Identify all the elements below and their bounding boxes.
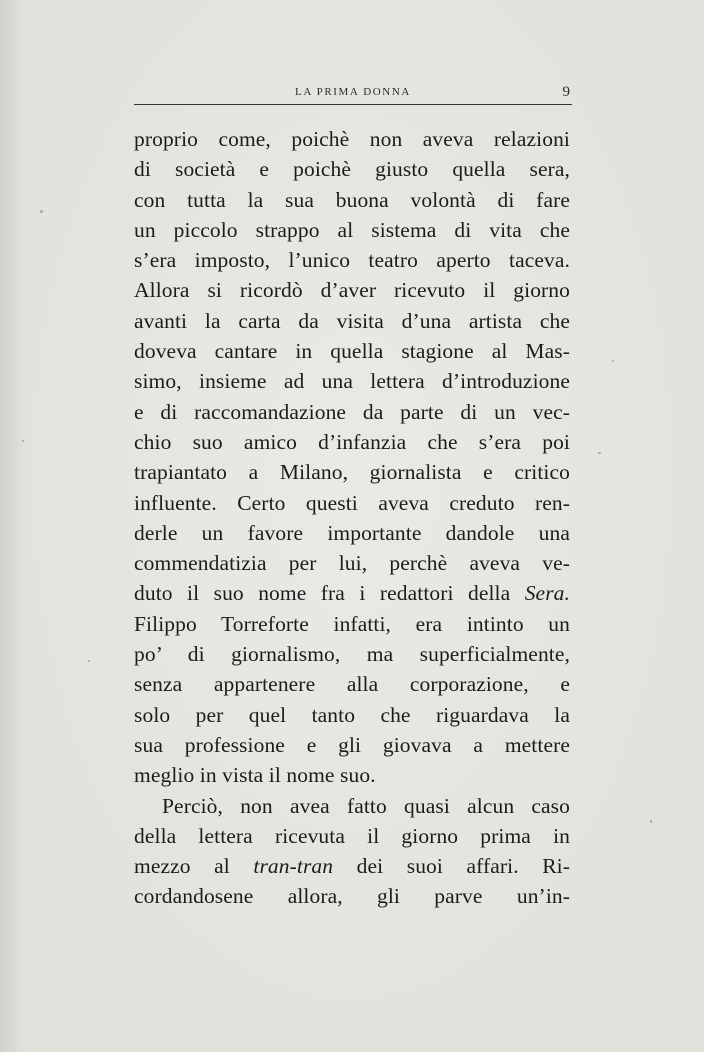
text-line: chio suo amico d’infanzia che s’era poi [134,429,570,454]
paper-speck [650,820,652,823]
text-line: Allora si ricordò d’aver ricevuto il giorno [134,278,570,303]
paper-speck [612,360,614,362]
page-gutter-shadow [0,0,26,1052]
text-line: senza appartenere alla corporazione, e [134,672,570,697]
text-line: simo, insieme ad una lettera d’introduzione [134,369,570,394]
paper-speck [598,452,601,454]
text-segment: dei suoi affari. Ri- [356,854,571,879]
text-line: e di raccomandazione da parte di un vec- [134,399,570,424]
paper-speck [22,440,24,442]
text-line: Filippo Torreforte infatti, era intinto un [134,611,570,636]
text-line-paragraph-start: Perciò, non avea fatto quasi alcun caso [162,793,570,818]
text-line: commendatizia per lui, perchè aveva ve- [134,551,570,576]
text-line: derle un favore importante dandole una [134,520,570,545]
paper-speck [88,660,90,662]
text-line: un piccolo strappo al sistema di vita che [134,217,570,242]
text-line: s’era imposto, l’unico teatro aperto taceva. [134,248,570,273]
text-segment: mezzo al [134,854,230,879]
italic-title-sera: Sera. [524,581,570,606]
body-text [134,124,570,912]
text-line [134,578,570,608]
text-line: cordandosene allora, gli parve un’in- [134,884,570,909]
text-line: con tutta la sua buona volontà di fare [134,187,570,212]
text-line: sua professione e gli giovava a mettere [134,732,570,757]
header-rule [134,104,572,105]
italic-tran-tran: tran-tran [253,854,334,879]
text-line: po’ di giornalismo, ma superficialmente, [134,642,570,667]
running-head [134,86,572,104]
text-segment: duto il suo nome fra i redattori della [134,581,511,606]
text-line [134,851,570,881]
text-line: influente. Certo questi aveva creduto ren- [134,490,570,515]
page-number: 9 [562,84,570,100]
text-line: di società e poichè giusto quella sera, [134,157,570,182]
paper-speck [40,210,43,213]
text-line: solo per quel tanto che riguardava la [134,702,570,727]
text-line: meglio in vista il nome suo. [134,763,376,788]
text-line: della lettera ricevuta il giorno prima in [134,823,570,848]
text-line: trapiantato a Milano, giornalista e critico [134,460,570,485]
running-title: LA PRIMA DONNA [295,86,411,98]
text-line: doveva cantare in quella stagione al Mas- [134,339,570,364]
text-line: avanti la carta da visita d’una artista che [134,308,570,333]
text-line: proprio come, poichè non aveva relazioni [134,127,570,151]
